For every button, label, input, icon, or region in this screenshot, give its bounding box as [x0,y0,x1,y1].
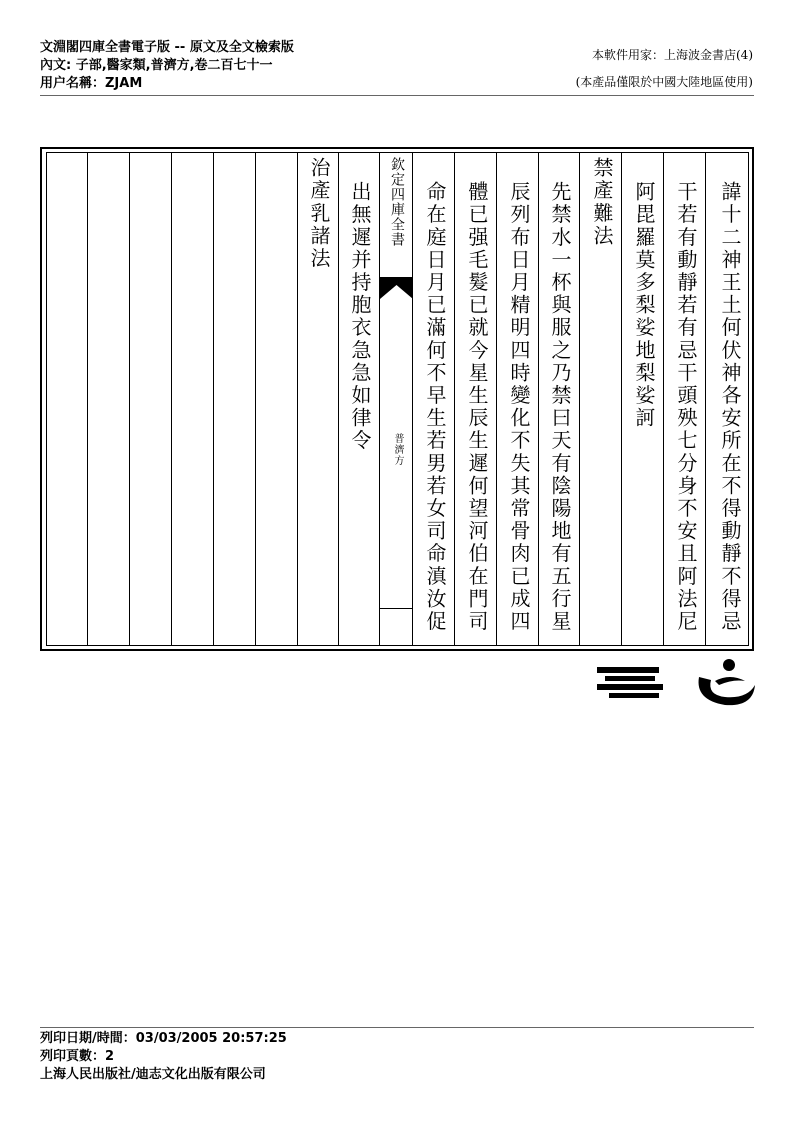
banner-divider [380,608,413,609]
page-grid [46,152,749,646]
column-heading: 禁產難法 [590,157,614,248]
text-column [338,153,380,645]
header-left [40,39,294,93]
column-text: 阿毘羅莫多梨娑地梨娑訶 [632,181,656,430]
publisher: 上海人民出版社/迪志文化出版有限公司 [40,1067,266,1082]
column-text: 體已强毛髮已就今星生辰生遲何望河伯在門司 [465,181,489,633]
restriction-note: (本產品僅限於中國大陸地區使用) [575,75,753,89]
text-column [454,153,497,645]
empty-column [129,153,172,645]
page-frame [40,147,754,651]
licensee: 本軟件用家：上海波金書店(4) [592,48,753,62]
text-column [412,153,455,645]
column-text: 先禁水一杯與服之乃禁曰天有陰陽地有五行星 [548,181,572,633]
text-column [579,153,622,645]
print-datetime: 列印日期/時間：03/03/2005 20:57:25 [40,1031,287,1046]
empty-column [171,153,214,645]
user-name: 用户名稱：ZJAM [40,76,143,91]
empty-column [255,153,298,645]
header-right [576,42,753,96]
swirl-logo-icon [699,659,755,705]
empty-column [213,153,256,645]
text-column [705,153,750,645]
header-divider [40,95,754,96]
content-path: 內文: 子部,醫家類,普濟方,卷二百七十一 [40,58,273,73]
column-text: 辰列布日月精明四時變化不失其常骨肉已成四 [507,181,531,633]
text-column [496,153,539,645]
text-column [663,153,706,645]
column-text: 命在庭日月已滿何不早生若男若女司命滇汝促 [423,181,447,633]
footer-divider [40,1027,754,1028]
column-text: 干若有動靜若有忌干頭殃七分身不安且阿法尼 [674,181,698,633]
footer [40,1030,287,1084]
center-banner [379,153,413,645]
column-text: 諱十二神王土何伏神各安所在不得動靜不得忌 [718,181,742,633]
column-text: 出無遲并持胞衣急急如律令 [348,181,372,453]
publisher-logos [595,655,755,710]
text-column [297,153,339,645]
column-heading: 治產乳諸法 [307,157,331,270]
text-column [538,153,580,645]
banner-title: 欽定四庫全書 [389,157,405,247]
banner-book-name: 普濟方 [392,433,403,466]
fish-tail-mark-icon [380,277,413,299]
empty-column [87,153,130,645]
text-column [621,153,664,645]
app-title: 文淵閣四庫全書電子版 -- 原文及全文檢索版 [40,40,294,55]
stripes-logo-icon [597,667,663,698]
print-pages: 列印頁數：2 [40,1049,115,1064]
